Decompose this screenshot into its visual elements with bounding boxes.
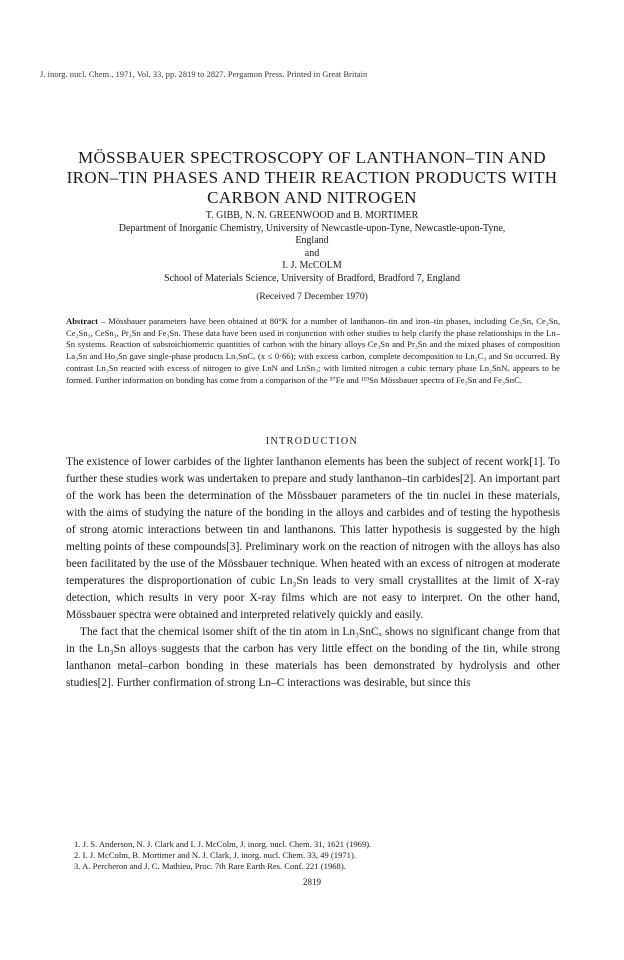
- paragraph-2: The fact that the chemical isomer shift of the tin atom in Ln₃SnCₓ shows no significant change from that in the Ln₃Sn alloys suggests that the carbon has very little effect on the bonding of the tin, while strong lanthanon metal–carbon bonding in these materials has been demonstrated by hydrolysis and other studies[2]. Further confirmation of strong Ln–C interactions was desirable, but since this: [66, 626, 560, 689]
- abstract: [66, 316, 560, 386]
- and-separator: and: [304, 247, 320, 259]
- journal-header: J. inorg. nucl. Chem., 1971, Vol. 33, pp. 2819 to 2827. Pergamon Press. Printed in Great Britain: [40, 70, 368, 79]
- body-text: [66, 454, 560, 692]
- reference-item: 3. A. Percheron and J. C. Mathieu, Proc. 7th Rare Earth Res. Conf. 221 (1968).: [74, 861, 346, 871]
- paragraph-1: The existence of lower carbides of the lighter lanthanon elements has been the subject of recent work[1]. To further these studies work was undertaken to prepare and study lanthanon–tin carbides[2]. An important part of the work has been the determination of the Mössbauer parameters of the tin nuclei in these materials, with the aims of studying the nature of the bonding in the alloys and carbides and of testing the hypothesis of strong atomic interactions between tin and lanthanons. This latter hypothesis is suggested by the high melting points of these compounds[3]. Preliminary work on the reaction of nitrogen with the alloys has also been facilitated by the use of the Mössbauer technique. When heated with an excess of nitrogen at moderate temperatures the disproportionation of cubic Ln₃Sn leads to very small crystallites at the limit of X-ray detection, which results in very poor X-ray films which are not easy to interpret. On the other hand, Mössbauer spectra were obtained and interpreted relatively quickly and easily.: [66, 456, 560, 621]
- page-number: 2819: [303, 877, 321, 887]
- received-date: (Received 7 December 1970): [256, 292, 368, 302]
- abstract-label: Abstract: [66, 316, 98, 326]
- affiliation-2: School of Materials Science, University of Bradford, Bradford 7, England: [163, 272, 461, 284]
- references: [66, 839, 560, 872]
- author-block: [40, 210, 584, 285]
- paper-title: MÖSSBAUER SPECTROSCOPY OF LANTHANON–TIN AND IRON–TIN PHASES AND THEIR REACTION PRODUCTS WITH CARBON AND NITROGEN: [66, 148, 558, 207]
- abstract-text: – Mössbauer parameters have been obtained at 80°K for a number of lanthanon–tin and iron–tin phases, including Ce₃Sn, Ce₂Sn, Ce₂Sn₃, CeSn₃, Pr₃Sn and Fe₃Sn. These data have been used in conjunction with other studies to help clarify the phase relationships in the Ln–Sn systems. Reaction of substoichiometric quantities of carbon with the binary alloys Ce₃Sn and Pr₃Sn and the mixed phases of composition La₃Sn and Ho₃Sn gave single-phase products Ln₃SnCₓ (x ≤ 0·66); with excess carbon, complete decomposition to Ln₂C₃ and Sn occurred. By contrast Ln₃Sn reacted with excess of nitrogen to give LnN and LnSn₃; with limited nitrogen a cubic ternary phase Ln₂SnNₓ appears to be formed. Further information on bonding has come from a comparison of the ⁵⁷Fe and ¹¹⁹Sn Mössbauer spectra of Fe₃Sn and Fe₃SnC.: [66, 316, 560, 385]
- authors-line-2: I. J. McCOLM: [282, 260, 342, 271]
- affiliation-1-continued: England: [295, 235, 329, 246]
- reference-item: 1. J. S. Anderson, N. J. Clark and I. J. McColm, J. inorg. nucl. Chem. 31, 1621 (1969).: [74, 839, 372, 849]
- authors-line-1: T. GIBB, N. N. GREENWOOD and B. MORTIMER: [205, 210, 419, 221]
- affiliation-1: Department of Inorganic Chemistry, University of Newcastle-upon-Tyne, Newcastle-upon-Tyne,: [118, 222, 506, 234]
- reference-item: 2. I. J. McColm, B. Mortimer and N. J. Clark, J. inorg. nucl. Chem. 33, 49 (1971).: [74, 850, 356, 860]
- section-heading: INTRODUCTION: [265, 436, 359, 447]
